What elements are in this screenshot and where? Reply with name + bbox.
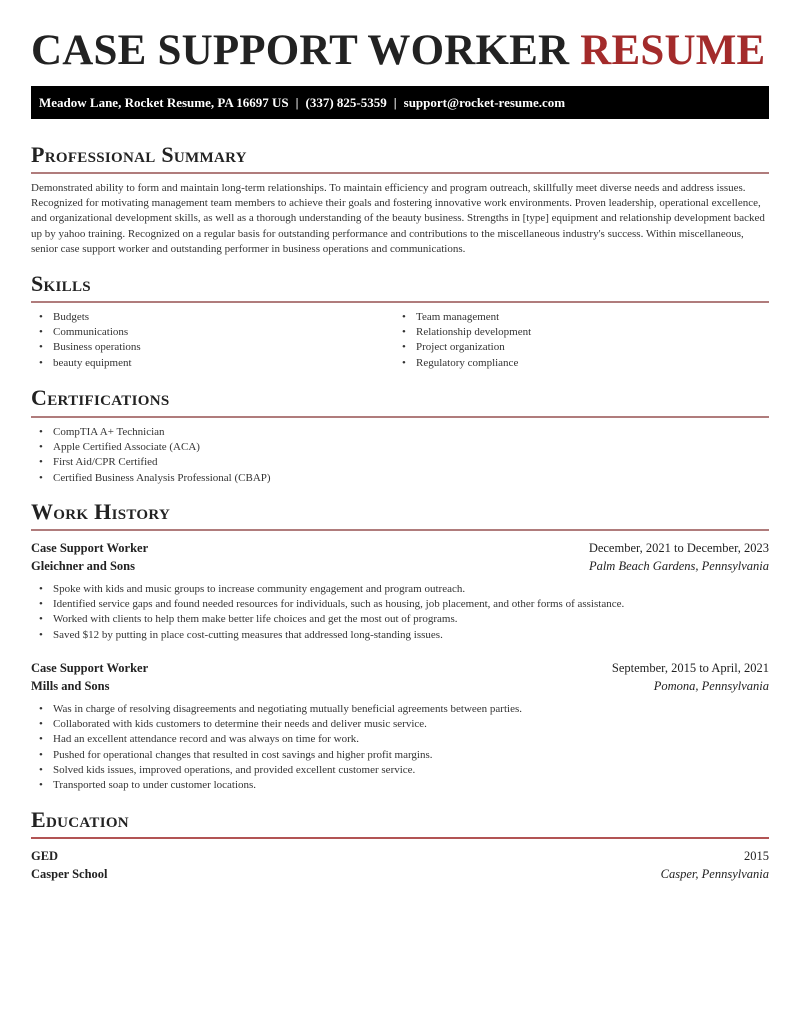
skill-item: • beauty equipment — [31, 356, 141, 371]
contact-bar — [31, 86, 769, 119]
section-divider — [31, 529, 769, 531]
job-header-row — [31, 659, 769, 677]
section-divider — [31, 172, 769, 174]
title-main: CASE SUPPORT WORKER — [31, 27, 570, 74]
section-divider — [31, 837, 769, 839]
skill-item: • Relationship development — [394, 325, 531, 340]
section-heading-work-history: Work History — [31, 499, 171, 524]
skill-item: • Project organization — [394, 340, 531, 355]
education-school: Casper School — [31, 867, 108, 881]
job-bullet: • Worked with clients to help them make better life choices and get the most out of programs. — [31, 612, 624, 627]
contact-phone: (337) 825-5359 — [305, 95, 387, 110]
job-title: Case Support Worker — [31, 661, 149, 675]
education-degree-row — [31, 847, 769, 865]
contact-address: Meadow Lane, Rocket Resume, PA 16697 US — [39, 95, 289, 110]
certification-item: • Apple Certified Associate (ACA) — [31, 440, 271, 455]
job-location: Pomona, Pennsylvania — [653, 679, 769, 693]
job-location: Palm Beach Gardens, Pennsylvania — [588, 559, 769, 573]
job-bullet: • Saved $12 by putting in place cost-cutting measures that addressed long-standing issues. — [31, 628, 624, 643]
skill-item: • Communications — [31, 325, 141, 340]
certification-item: • First Aid/CPR Certified — [31, 455, 271, 470]
job-bullet: • Identified service gaps and found needed resources for individuals, such as housing, job placement, and other forms of assistance. — [31, 597, 624, 612]
section-heading-certifications: Certifications — [31, 385, 170, 410]
summary-text: Demonstrated ability to form and maintain long-term relationships. To maintain efficiency and program outreach, skillfully meet diverse needs and address issues. Recognized for motivating management team members to achieve their goals and fostering innovative work environments. Proven leadership, operational excellence, and organizational development skills, as well as a thorough understanding of the beauty business. Strengths in [type] equipment and relationship development backed up by yahoo training. Recognized on a regular basis for outstanding performance and contributions to the miscellaneous industry's success. Within miscellaneous, senior case support worker and outstanding performer in business operations and communications. — [31, 182, 765, 255]
job-bullet: • Pushed for operational changes that resulted in cost savings and higher profit margins. — [31, 748, 522, 763]
job-bullet: • Was in charge of resolving disagreements and negotiating mutually beneficial agreements between parties. — [31, 702, 522, 717]
skill-item: • Budgets — [31, 310, 141, 325]
education-year: 2015 — [744, 849, 769, 863]
skill-item: • Team management — [394, 310, 531, 325]
contact-separator: | — [393, 95, 397, 110]
skills-list-left — [31, 310, 141, 371]
certifications-list — [31, 425, 271, 486]
job-dates: December, 2021 to December, 2023 — [588, 541, 769, 555]
education-location: Casper, Pennsylvania — [660, 867, 769, 881]
job-dates: September, 2015 to April, 2021 — [611, 661, 769, 675]
job-bullet: • Collaborated with kids customers to determine their needs and deliver music service. — [31, 717, 522, 732]
job-bullet: • Spoke with kids and music groups to increase community engagement and program outreach. — [31, 582, 624, 597]
job-header-row — [31, 539, 769, 557]
section-heading-skills: Skills — [31, 271, 91, 296]
section-heading-education: Education — [31, 807, 129, 832]
job-bullets — [31, 702, 522, 793]
contact-separator: | — [295, 95, 299, 110]
certification-item: • CompTIA A+ Technician — [31, 425, 271, 440]
job-company: Gleichner and Sons — [31, 559, 135, 573]
job-company: Mills and Sons — [31, 679, 110, 693]
certification-item: • Certified Business Analysis Professional (CBAP) — [31, 471, 271, 486]
education-school-row — [31, 865, 769, 883]
job-bullet: • Transported soap to under customer locations. — [31, 778, 522, 793]
job-company-row — [31, 557, 769, 575]
skill-item: • Regulatory compliance — [394, 356, 531, 371]
title-accent: RESUME — [580, 27, 766, 74]
education-degree: GED — [31, 849, 59, 863]
contact-email: support@rocket-resume.com — [403, 95, 566, 110]
resume-title — [31, 26, 765, 76]
job-title: Case Support Worker — [31, 541, 149, 555]
job-bullet: • Had an excellent attendance record and was always on time for work. — [31, 732, 522, 747]
skill-item: • Business operations — [31, 340, 141, 355]
job-bullet: • Solved kids issues, improved operations, and provided excellent customer service. — [31, 763, 522, 778]
section-divider — [31, 301, 769, 303]
section-divider — [31, 416, 769, 418]
job-bullets — [31, 582, 624, 643]
skills-list-right — [394, 310, 531, 371]
job-company-row — [31, 677, 769, 695]
section-heading-summary: Professional Summary — [31, 142, 247, 167]
